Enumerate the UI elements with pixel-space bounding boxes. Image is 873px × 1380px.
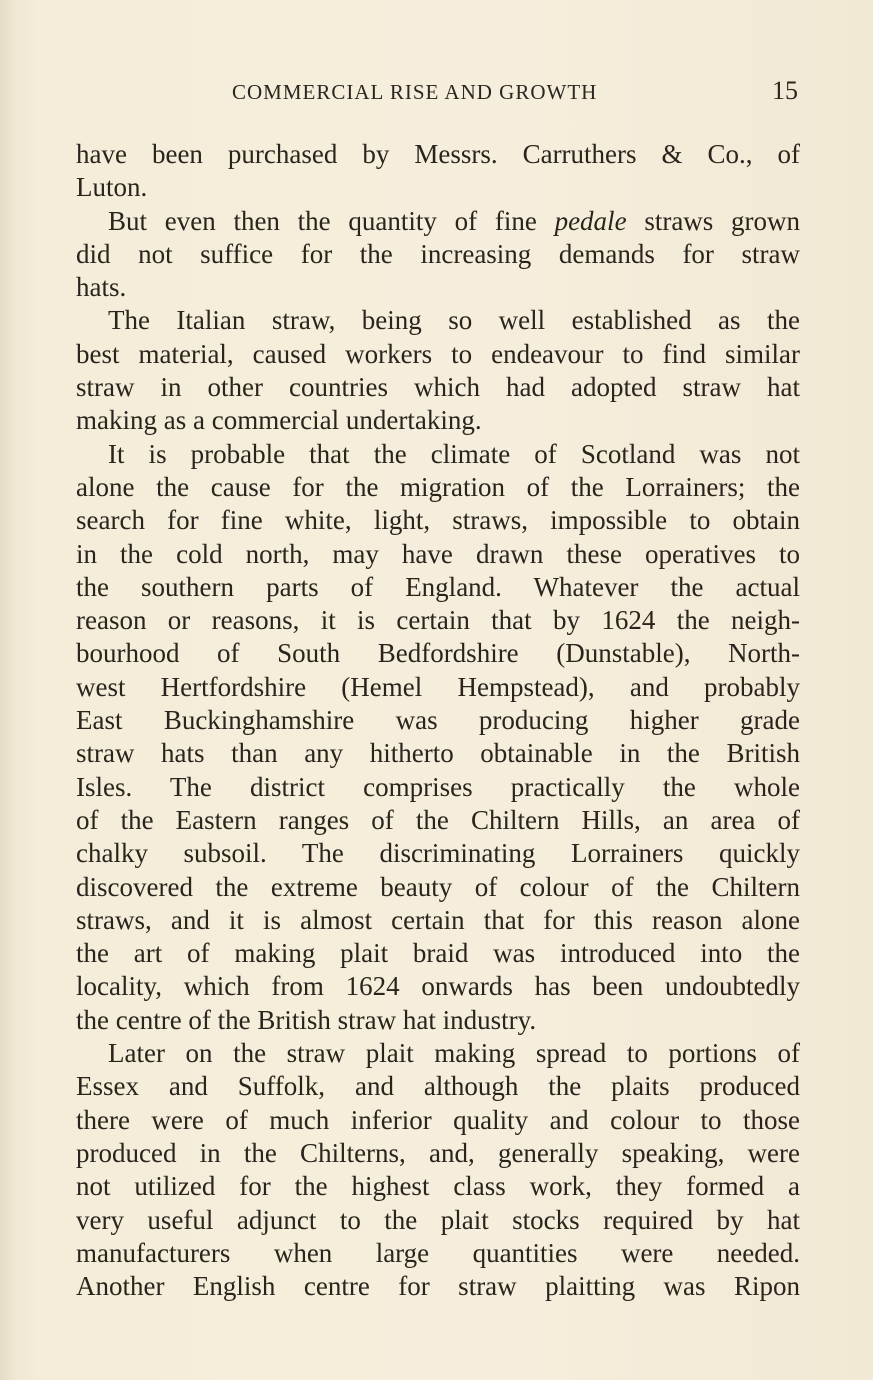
text-line: straws, and it is almost certain that for this reason alone: [76, 904, 800, 935]
text-line: have been purchased by Messrs. Carruthers & Co., of: [76, 139, 800, 169]
text-line: bourhood of South Bedfordshire (Dunstable), North-: [76, 638, 800, 669]
text-line: Another English centre for straw plaitting was Ripon: [76, 1271, 800, 1302]
text-line: Luton.: [76, 172, 148, 203]
text-line: Essex and Suffolk, and although the plaits produced: [76, 1071, 800, 1102]
text-line: the southern parts of England. Whatever the actual: [76, 571, 800, 602]
text-line: straw in other countries which had adopted straw hat: [76, 372, 800, 403]
text-line: Isles. The district comprises practically the whole: [76, 771, 800, 802]
page-number: 15: [772, 76, 798, 105]
text-line: best material, caused workers to endeavour to find similar: [76, 338, 800, 369]
text-line: produced in the Chilterns, and, generally speaking, were: [76, 1137, 800, 1168]
text-line: west Hertfordshire (Hemel Hempstead), and probably: [76, 671, 800, 702]
text-line: hats.: [76, 272, 127, 303]
text-line: locality, which from 1624 onwards has been undoubtedly: [76, 971, 800, 1002]
text-line: the art of making plait braid was introduced into the: [76, 938, 800, 969]
text-line-prefix: But even then the quantity of fine: [108, 205, 537, 236]
text-line: very useful adjunct to the plait stocks required by hat: [76, 1204, 800, 1235]
running-head: COMMERCIAL RISE AND GROWTH: [232, 80, 598, 104]
text-line: East Buckinghamshire was producing higher grade: [76, 705, 800, 736]
text-line: chalky subsoil. The discriminating Lorrainers quickly: [76, 838, 800, 869]
text-line: [76, 205, 800, 238]
text-line: alone the cause for the migration of the Lorrainers; the: [76, 471, 800, 502]
text-line: Later on the straw plait making spread to portions of: [108, 1038, 800, 1069]
italic-term: pedale: [554, 205, 627, 236]
text-line: straw hats than any hitherto obtainable in the British: [76, 738, 800, 769]
text-line: did not suffice for the increasing demands for straw: [76, 238, 800, 269]
text-line: It is probable that the climate of Scotland was not: [108, 438, 800, 469]
page-header: [0, 76, 873, 110]
body-text: [76, 138, 800, 1303]
text-line: in the cold north, may have drawn these operatives to: [76, 538, 800, 569]
text-line: the centre of the British straw hat industry.: [76, 1004, 537, 1035]
text-line: reason or reasons, it is certain that by 1624 the neigh-: [76, 605, 800, 636]
text-line: The Italian straw, being so well established as the: [108, 305, 800, 336]
text-line: not utilized for the highest class work, they formed a: [76, 1171, 800, 1202]
text-line: of the Eastern ranges of the Chiltern Hills, an area of: [76, 804, 800, 835]
text-line-suffix: straws grown: [644, 205, 801, 236]
text-line: manufacturers when large quantities were needed.: [76, 1237, 800, 1268]
text-line: making as a commercial undertaking.: [76, 405, 482, 436]
text-line: search for fine white, light, straws, impossible to obtain: [76, 505, 800, 536]
text-line: discovered the extreme beauty of colour of the Chiltern: [76, 871, 800, 902]
text-line: there were of much inferior quality and colour to those: [76, 1104, 800, 1135]
